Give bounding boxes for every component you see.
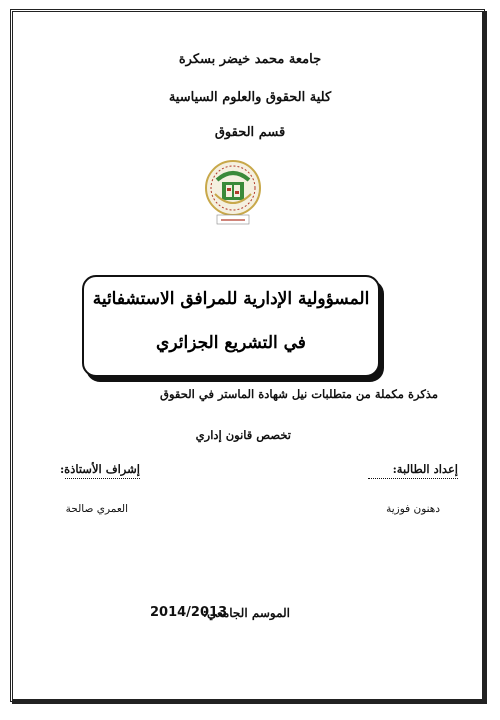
university-seal-icon [203, 158, 263, 228]
thesis-title-line2: في التشريع الجزائري [156, 333, 306, 353]
prepared-by-underline [368, 478, 458, 479]
supervised-by-underline [65, 478, 140, 479]
thesis-title-line1: المسؤولية الإدارية للمرافق الاستشفائية [92, 289, 370, 309]
academic-year-label: الموسم الجامعي: [202, 606, 290, 620]
specialization: تخصص قانون إداري [195, 428, 291, 442]
faculty-name: كلية الحقوق والعلوم السياسية [168, 90, 332, 105]
supervised-by-label: إشراف الأستاذة: [59, 462, 140, 476]
university-name: جامعة محمد خيضر بسكرة [178, 52, 322, 67]
academic-year-value: 2014/2013 [150, 605, 228, 620]
department-name: قسم الحقوق [214, 125, 286, 140]
prepared-by-label: إعداد الطالبة: [392, 462, 458, 476]
student-name: دهنون فوزية [386, 503, 440, 515]
memo-description: مذكرة مكملة من متطلبات نيل شهادة الماستر في الحقوق [160, 387, 438, 401]
supervisor-name: العمري صالحة [65, 503, 128, 515]
thesis-title-box [82, 275, 380, 377]
